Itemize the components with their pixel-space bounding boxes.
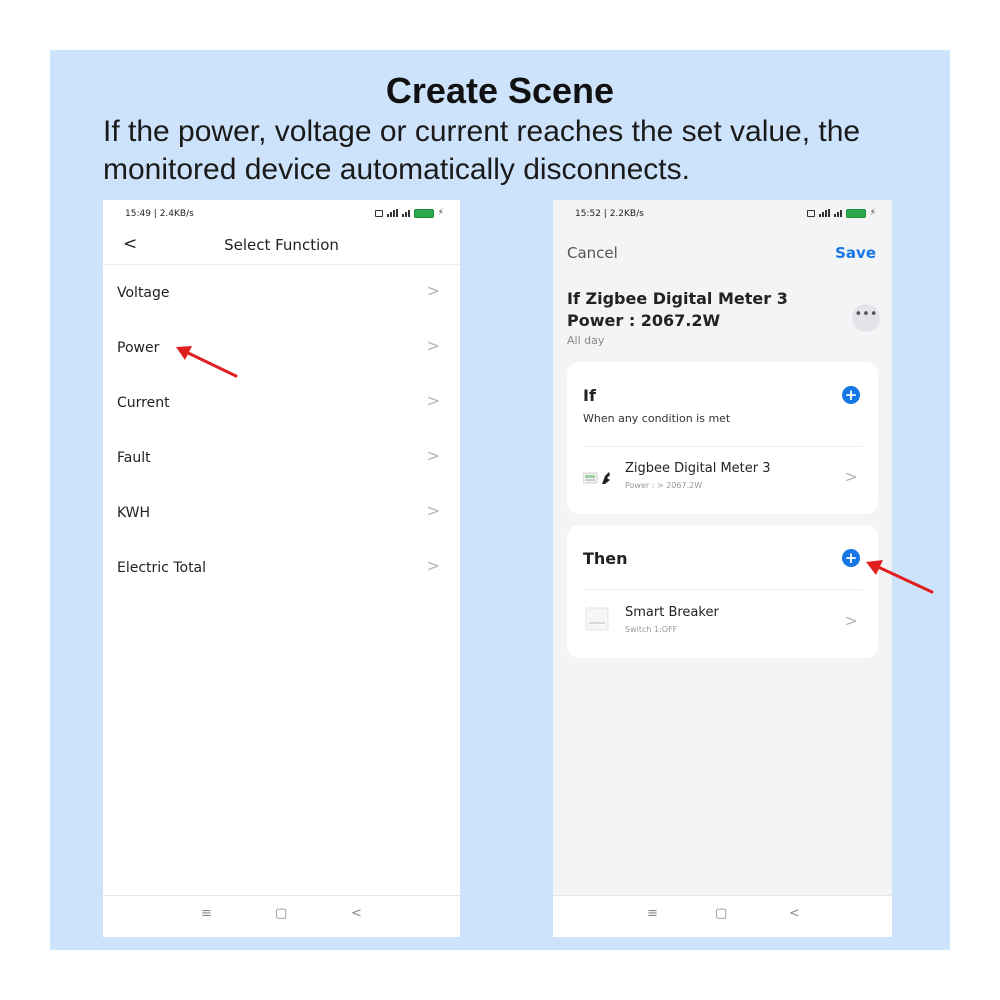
annotation-arrow-then-add [862, 556, 938, 598]
function-label: Power [117, 340, 160, 356]
chevron-right-icon: > [426, 281, 440, 300]
condition-device-name: Zigbee Digital Meter 3 [625, 461, 771, 476]
status-time: 15:49 | 2.4KB/s [125, 209, 194, 219]
action-item[interactable] [567, 591, 878, 651]
function-label: KWH [117, 505, 151, 521]
function-item-voltage[interactable] [103, 265, 460, 320]
menu-icon[interactable]: ≡ [201, 906, 212, 921]
function-label: Voltage [117, 285, 170, 301]
chevron-right-icon: > [426, 391, 440, 410]
menu-icon[interactable]: ≡ [647, 906, 658, 921]
function-label: Current [117, 395, 170, 411]
scene-title: If Zigbee Digital Meter 3 Power : 2067.2W [567, 289, 788, 330]
chevron-right-icon: > [844, 467, 858, 486]
signal-icon [387, 209, 398, 217]
page-subtitle: If the power, voltage or current reaches the set value, the monitored device automatically disconnects. [103, 115, 861, 186]
back-arrow-icon[interactable]: < [123, 234, 138, 254]
if-card [567, 362, 878, 514]
battery-icon [414, 209, 434, 218]
signal-icon [819, 209, 830, 217]
nav-back-icon[interactable]: < [351, 906, 362, 921]
charging-icon: ⚡ [437, 208, 444, 218]
condition-device-detail: Power : > 2067.2W [625, 481, 703, 490]
function-item-kwh[interactable] [103, 485, 460, 540]
home-icon[interactable]: ▢ [275, 906, 288, 921]
cancel-button[interactable]: Cancel [567, 244, 618, 262]
function-item-current[interactable] [103, 375, 460, 430]
add-action-icon[interactable]: + [842, 549, 860, 567]
home-icon[interactable]: ▢ [715, 906, 728, 921]
status-icons [807, 208, 876, 218]
nav-back-icon[interactable]: < [789, 906, 800, 921]
if-card-title: If [583, 386, 596, 405]
charging-icon: ⚡ [869, 208, 876, 218]
page-title: Create Scene [385, 70, 615, 111]
system-nav-bar [553, 895, 892, 937]
phone-select-function [103, 200, 460, 937]
status-icons [375, 208, 444, 218]
sim-icon [807, 210, 815, 217]
system-nav-bar [103, 895, 460, 937]
schedule-label[interactable]: All day [567, 334, 605, 347]
meter-device-icon [583, 471, 617, 485]
function-list [103, 264, 460, 595]
signal-icon [834, 209, 842, 217]
action-device-detail: Switch 1:OFF [625, 625, 678, 634]
battery-icon [846, 209, 866, 218]
chevron-right-icon: > [426, 501, 440, 520]
status-bar [103, 208, 460, 222]
signal-icon [402, 209, 410, 217]
status-time: 15:52 | 2.2KB/s [575, 209, 644, 219]
breaker-device-icon [585, 607, 609, 631]
chevron-right-icon: > [426, 336, 440, 355]
function-label: Electric Total [117, 560, 207, 576]
then-card [567, 525, 878, 658]
chevron-right-icon: > [426, 556, 440, 575]
function-item-fault[interactable] [103, 430, 460, 485]
action-device-name: Smart Breaker [625, 605, 719, 620]
annotation-arrow-power [170, 338, 242, 382]
divider [583, 589, 862, 590]
then-card-title: Then [583, 549, 628, 568]
sim-icon [375, 210, 383, 217]
status-bar [553, 208, 892, 222]
phone-create-scene [553, 200, 892, 937]
save-button[interactable]: Save [835, 244, 876, 262]
function-item-electric-total[interactable] [103, 540, 460, 595]
function-label: Fault [117, 450, 151, 466]
condition-item[interactable] [567, 447, 878, 507]
screen-title: Select Function [224, 236, 339, 254]
more-options-icon[interactable]: ••• [852, 304, 880, 332]
chevron-right-icon: > [426, 446, 440, 465]
condition-mode-selector[interactable]: When any condition is met [583, 412, 731, 425]
add-condition-icon[interactable]: + [842, 386, 860, 404]
chevron-right-icon: > [844, 611, 858, 630]
function-item-power[interactable] [103, 320, 460, 375]
